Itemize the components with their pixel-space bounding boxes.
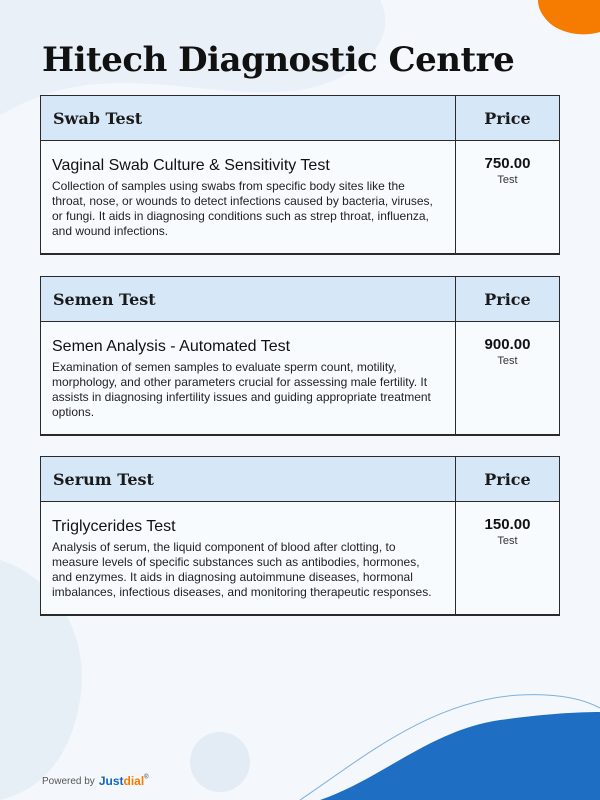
price-unit: Test <box>497 355 518 367</box>
test-name: Triglycerides Test <box>52 518 176 535</box>
price-unit: Test <box>497 174 518 186</box>
page-title: Hitech Diagnostic Centre <box>42 40 515 80</box>
section-name: Swab Test <box>53 108 143 128</box>
section-header <box>41 96 559 141</box>
section-body <box>41 141 559 253</box>
semen-test-section <box>40 276 560 436</box>
price-cell <box>455 502 559 614</box>
powered-by-label: Powered by <box>42 775 95 787</box>
section-name: Semen Test <box>53 289 156 309</box>
test-name: Semen Analysis - Automated Test <box>52 338 291 355</box>
footer-powered-by <box>42 772 149 790</box>
brand-registered-mark: ® <box>144 774 149 781</box>
bottom-right-blue-wave-decoration <box>320 712 600 800</box>
test-description: Analysis of serum, the liquid component of blood after clotting, to measure levels of specific substances such as antibodies, hormones, and enzymes. It aids in diagnosing autoimmune diseases, hormonal imbalances, infectious diseases, and monitoring therapeutic responses. <box>52 540 432 599</box>
brand-just-text: Just <box>98 774 124 788</box>
section-body <box>41 322 559 434</box>
top-right-orange-decoration <box>538 0 600 34</box>
test-description: Examination of semen samples to evaluate sperm count, motility, morphology, and other parameters crucial for assessing male fertility. It assists in diagnosing infertility issues and guiding appropriate treatment options. <box>52 360 431 419</box>
test-name: Vaginal Swab Culture & Sensitivity Test <box>52 157 330 174</box>
swab-test-section <box>40 95 560 255</box>
price-value: 750.00 <box>484 155 531 172</box>
serum-test-section <box>40 456 560 616</box>
price-value: 150.00 <box>484 516 531 533</box>
section-header <box>41 457 559 502</box>
price-cell <box>455 141 559 253</box>
test-description: Collection of samples using swabs from specific body sites like the throat, nose, or wounds to detect infections caused by bacteria, viruses, or fungi. It aids in diagnosing conditions such as strep throat, influenza, and wound infections. <box>52 179 433 238</box>
bottom-circle-decoration <box>190 732 250 792</box>
section-name: Serum Test <box>53 469 154 489</box>
test-info <box>41 141 455 253</box>
test-info <box>41 502 455 614</box>
price-header: Price <box>455 96 559 140</box>
brand-dial-text: dial <box>123 774 145 788</box>
price-cell <box>455 322 559 434</box>
section-body <box>41 502 559 614</box>
price-header: Price <box>455 277 559 321</box>
section-header <box>41 277 559 322</box>
price-unit: Test <box>497 535 518 547</box>
test-info <box>41 322 455 434</box>
price-header: Price <box>455 457 559 501</box>
price-value: 900.00 <box>484 336 531 353</box>
justdial-logo[interactable] <box>99 772 149 790</box>
